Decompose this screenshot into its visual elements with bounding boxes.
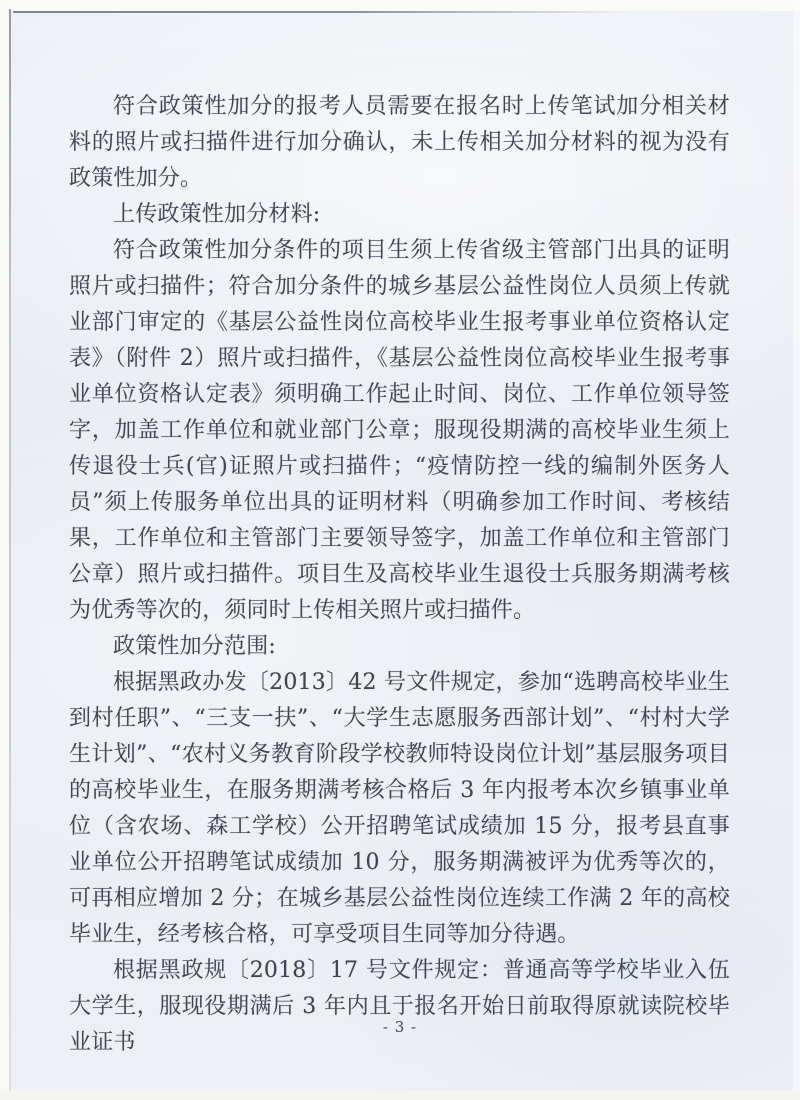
paragraph-upload-materials-heading: 上传政策性加分材料:: [113, 202, 321, 227]
paragraph-bonus-scope-heading: 政策性加分范围:: [113, 634, 277, 659]
paragraph-bonus-policy-2018: 根据黑政规〔2018〕17 号文件规定：普通高等学校毕业入伍大学生，服现役期满后 3 年内且于报名开始日前取得原就读院校毕业证书: [69, 958, 730, 1055]
page-number: - 3 -: [382, 1018, 418, 1036]
paragraph-material-requirements: 符合政策性加分条件的项目生须上传省级主管部门出具的证明照片或扫描件；符合加分条件的城乡基层公益性岗位人员须上传就业部门审定的《基层公益性岗位高校毕业生报考事业单位资格认定表》（附件 2）照片或扫描件，《基层公益性岗位高校毕业生报考事业单位资格认定表》须明确工作起止时间、岗位、工作单位领导签字，加盖工作单位和就业部门公章；服现役期满的高校毕业生须上传退役士兵(官)证照片或扫描件；“疫情防控一线的编制外医务人员”须上传服务单位出具的证明材料（明确参加工作时间、考核结果，工作单位和主管部门主要领导签字，加盖工作单位和主管部门公章）照片或扫描件。项目生及高校毕业生退役士兵服务期满考核为优秀等次的，须同时上传相关照片或扫描件。: [69, 238, 730, 623]
scan-right-edge: [793, 0, 800, 1100]
document-text-block: [69, 89, 730, 1061]
paragraph-bonus-policy-2013: 根据黑政办发〔2013〕42 号文件规定，参加“选聘高校毕业生到村任职”、“三支一扶”、“大学生志愿服务西部计划”、“村村大学生计划”、“农村义务教育阶段学校教师特设岗位计划”基层服务项目的高校毕业生，在服务期满考核合格后 3 年内报考本次乡镇事业单位（含农场、森工学校）公开招聘笔试成绩加 15 分，报考县直事业单位公开招聘笔试成绩加 10 分，服务期满被评为优秀等次的，可再相应增加 2 分；在城乡基层公益性岗位连续工作满 2 年的高校毕业生，经考核合格，可享受项目生同等加分待遇。: [69, 670, 730, 947]
scan-bottom-edge: [0, 1091, 800, 1100]
paragraph-upload-confirmation: 符合政策性加分的报考人员需要在报名时上传笔试加分相关材料的照片或扫描件进行加分确认，未上传相关加分材料的视为没有政策性加分。: [69, 94, 730, 191]
scan-top-edge: [0, 0, 800, 11]
scan-top-edge-line: [13, 11, 633, 13]
scan-left-edge-line: [9, 9, 11, 1100]
scan-left-edge: [0, 0, 9, 1100]
